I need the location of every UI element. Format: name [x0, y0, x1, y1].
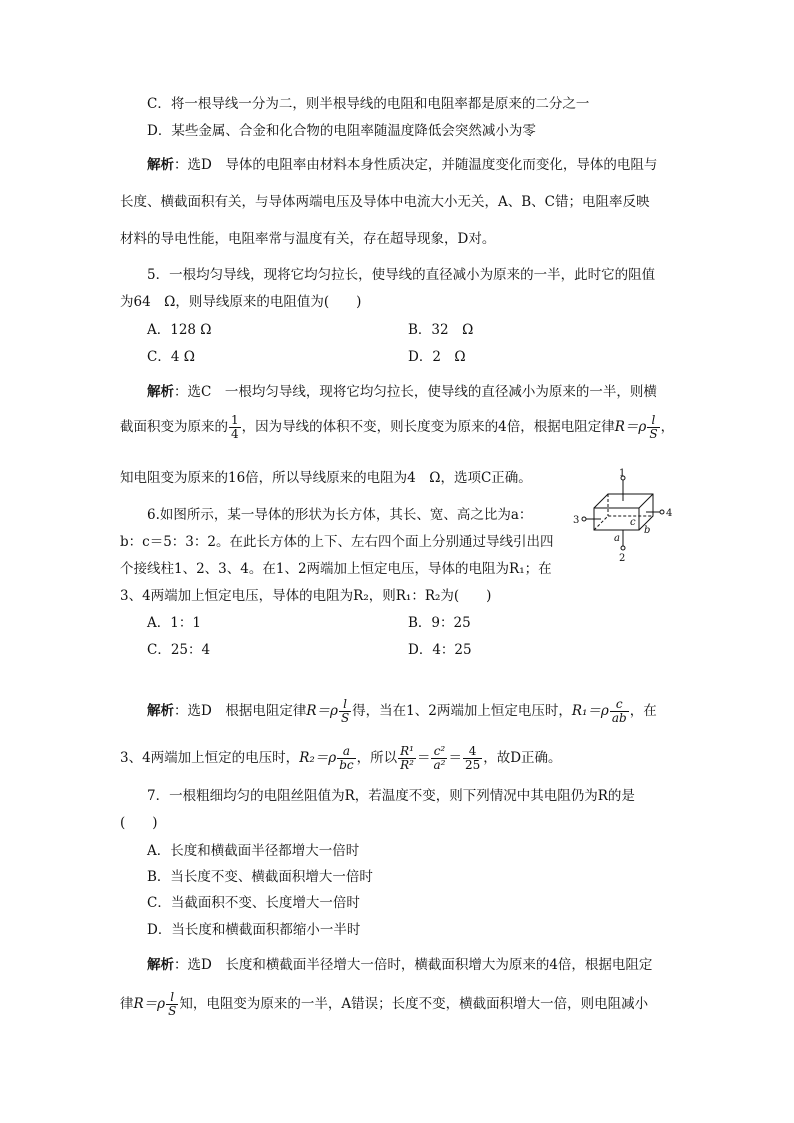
answer-text: 截面积变为原来的: [120, 419, 228, 435]
q7-answer-line-2: [120, 987, 648, 1021]
answer-text: ，所以: [356, 750, 398, 766]
answer-text: ，故D正确。: [483, 750, 562, 766]
terminal-3-label: 3: [573, 515, 580, 526]
formula: R＝ρ: [133, 996, 166, 1012]
q6-option-a: A．1：1: [147, 615, 201, 631]
q7-option-c: C．当截面积不变、长度增大一倍时: [147, 895, 360, 911]
fraction: $\frac{a}{bc}$: [339, 744, 354, 772]
answer-text: ：选C 一根均匀导线，现将它均匀拉长，使导线的直径减小为原来的一半，则横: [174, 384, 657, 400]
terminal-1-label: 1: [619, 468, 626, 479]
answer-text: ：选D 长度和横截面半径增大一倍时，横截面积增大为原来的4倍，根据电阻定: [174, 957, 653, 973]
q5-stem-line-2: 为64 Ω，则导线原来的电阻值为( ): [120, 294, 362, 310]
q7-answer-line-1: [147, 956, 652, 974]
q6-answer-line-2: [120, 741, 562, 775]
terminal-3-icon: [582, 517, 586, 521]
equals-sign: ＝: [448, 750, 462, 766]
q6-stem-line-1: 6.如图所示，某一导体的形状为长方体，其长、宽、高之比为a：: [147, 507, 533, 523]
answer-text: ，在: [629, 703, 657, 719]
fraction: $\frac{l}{S}$: [649, 413, 658, 441]
q5-option-d: D．2 Ω: [408, 349, 466, 365]
q6-stem-line-3: 个接线柱1、2、3、4。在1、2两端加上恒定电压，导体的电阻为R₁；在: [120, 561, 552, 577]
q7-option-d: D．当长度和横截面积都缩小一半时: [147, 922, 361, 938]
q6-option-b: B．9：25: [408, 615, 471, 631]
q4-option-c: C．将一根导线一分为二，则半根导线的电阻和电阻率都是原来的二分之一: [147, 96, 590, 112]
q5-answer-line-3: 知电阻变为原来的16倍，所以导线原来的电阻为4 Ω，选项C正确。: [120, 470, 532, 486]
q6-option-c: C．25：4: [147, 642, 211, 658]
fraction: $\frac{\text{c²}}{\text{a²}}$: [433, 744, 446, 772]
terminal-4-label: 4: [666, 508, 673, 519]
answer-text: 律: [120, 996, 134, 1012]
q7-stem-line-1: 7．一根粗细均匀的电阻丝阻值为R，若温度不变，则下列情况中其电阻仍为R的是: [147, 788, 635, 804]
q5-option-b: B．32 Ω: [408, 322, 474, 338]
q4-answer-line-1: [147, 156, 657, 174]
fraction: $\frac{1}{4}$: [231, 413, 239, 441]
fraction: $\frac{\text{R¹}}{\text{R²}}$: [400, 744, 414, 772]
equals-sign: ＝: [416, 750, 431, 766]
answer-label: 解析: [147, 957, 174, 973]
fraction: $\frac{l}{S}$: [168, 990, 177, 1018]
answer-text: 知，电阻变为原来的一半，A错误；长度不变，横截面积增大一倍，则电阻减小: [179, 996, 649, 1012]
answer-text: 3、4两端加上恒定的电压时，: [120, 750, 300, 766]
answer-text: ：选D 根据电阻定律: [174, 703, 307, 719]
terminal-2-icon: [621, 546, 625, 550]
answer-label: 解析: [147, 703, 174, 719]
fraction: $\frac{l}{S}$: [340, 697, 350, 725]
q4-option-d: D．某些金属、合金和化合物的电阻率随温度降低会突然减小为零: [147, 123, 536, 139]
q7-option-b: B．当长度不变、横截面积增大一倍时: [147, 869, 373, 885]
answer-label: 解析: [147, 157, 174, 173]
answer-label: 解析: [147, 384, 174, 400]
q5-option-a: A．128 Ω: [147, 322, 212, 338]
q6-stem-line-4: 3、4两端加上恒定电压，导体的电阻为R₂，则R₁：R₂为( ): [120, 588, 492, 604]
dimension-b-label: b: [644, 525, 651, 536]
fraction: $\frac{4}{25}$: [464, 744, 481, 772]
cuboid-edge: [639, 494, 653, 508]
q5-stem-line-1: 5．一根均匀导线，现将它均匀拉长，使导线的直径减小为原来的一半，此时它的阻值: [147, 267, 656, 283]
q5-answer-line-2: [120, 410, 674, 444]
q6-option-d: D．4：25: [408, 642, 472, 658]
fraction: $\frac{c}{ab}$: [611, 697, 627, 725]
dimension-a-label: a: [614, 533, 620, 544]
q7-option-a: A．长度和横截面半径都增大一倍时: [147, 843, 360, 859]
answer-text: ，因为导线的体积不变，则长度变为原来的4倍，根据电阻定律: [241, 419, 615, 435]
terminal-4-icon: [660, 510, 664, 514]
terminal-2-label: 2: [619, 553, 626, 564]
answer-text: ：选D 导体的电阻率由材料本身性质决定，并随温度变化而变化，导体的电阻与: [174, 157, 658, 173]
q4-answer-line-3: 材料的导电性能，电阻率常与温度有关，存在超导现象，D对。: [120, 231, 496, 247]
q6-stem-line-2: b：c＝5：3：2。在此长方体的上下、左右四个面上分别通过导线引出四: [120, 534, 554, 550]
q4-answer-line-2: 长度、横截面积有关，与导体两端电压及导体中电流大小无关，A、B、C错；电阻率反映: [120, 194, 650, 210]
cuboid-figure: [568, 468, 678, 564]
answer-text: ，: [660, 419, 675, 435]
formula: R＝ρ: [614, 419, 647, 435]
answer-text: 得，当在1、2两端加上恒定电压时，: [352, 703, 572, 719]
q6-answer-line-1: [147, 694, 657, 728]
q5-answer-line-1: [147, 383, 657, 401]
dimension-c-label: c: [630, 517, 636, 528]
q5-option-c: C．4 Ω: [147, 349, 195, 365]
formula: R₁＝ρ: [571, 703, 609, 719]
formula: R＝ρ: [306, 703, 338, 719]
formula: R₂＝ρ: [299, 750, 337, 766]
q7-stem-line-2: ( ): [120, 815, 158, 831]
